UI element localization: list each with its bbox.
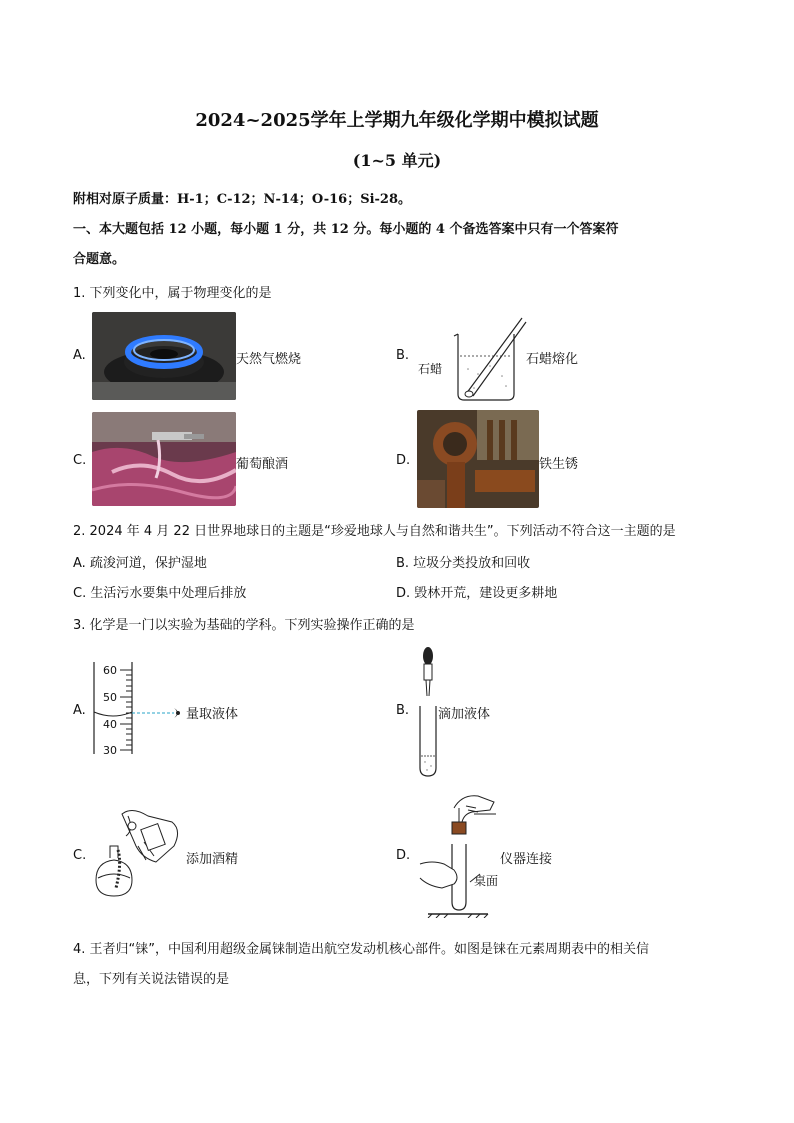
scale-label-60: 60 bbox=[103, 664, 117, 677]
section-instructions-2: 合题意。 bbox=[73, 252, 126, 267]
q2-stem: 2. 2024 年 4 月 22 日世界地球日的主题是“珍爱地球人与自然和谐共生”。下列活动不符合这一主题的是 bbox=[73, 524, 676, 539]
q3-option-d-label: 仪器连接 bbox=[500, 852, 553, 867]
exam-subtitle: (1~5 单元) bbox=[352, 151, 442, 170]
q3-option-b-letter: B. bbox=[396, 703, 410, 718]
q1-option-d-label: 铁生锈 bbox=[539, 457, 579, 472]
q2-option-c: C. 生活污水要集中处理后排放 bbox=[73, 586, 247, 601]
q1-option-a-label: 天然气燃烧 bbox=[236, 352, 302, 367]
q3-option-a-label: 量取液体 bbox=[186, 707, 239, 722]
q1-option-c-label: 葡萄酿酒 bbox=[236, 457, 289, 472]
wax-inner-label: 石蜡 bbox=[418, 362, 443, 376]
rusty-iron-image bbox=[417, 410, 539, 508]
q3-option-c-letter: C. bbox=[73, 848, 87, 863]
desk-surface-label: 桌面 bbox=[474, 874, 499, 888]
q3-option-d-letter: D. bbox=[396, 848, 411, 863]
gas-flame-image bbox=[92, 312, 236, 400]
wax-melting-diagram bbox=[418, 314, 528, 404]
q1-stem: 1. 下列变化中，属于物理变化的是 bbox=[73, 286, 272, 301]
q3-option-a-letter: A. bbox=[73, 703, 86, 718]
q3-option-b-label: 滴加液体 bbox=[438, 707, 491, 722]
wine-fermentation-image bbox=[92, 412, 236, 506]
scale-label-30: 30 bbox=[103, 744, 117, 757]
q1-option-d-letter: D. bbox=[396, 453, 411, 468]
q2-option-b: B. 垃圾分类投放和回收 bbox=[396, 556, 531, 571]
alcohol-lamp-diagram bbox=[92, 806, 184, 902]
q1-option-c-letter: C. bbox=[73, 453, 87, 468]
q1-option-b-letter: B. bbox=[396, 348, 410, 363]
atomic-mass-note: 附相对原子质量：H-1；C-12；N-14；O-16；Si-28。 bbox=[73, 192, 412, 207]
q3-option-c-label: 添加酒精 bbox=[186, 852, 239, 867]
q3-stem: 3. 化学是一门以实验为基础的学科。下列实验操作正确的是 bbox=[73, 618, 415, 633]
section-instructions-1: 一、本大题包括 12 小题，每小题 1 分，共 12 分。每小题的 4 个备选答案中只有一个答案符 bbox=[73, 222, 619, 237]
scale-label-40: 40 bbox=[103, 718, 117, 731]
scale-label-50: 50 bbox=[103, 691, 117, 704]
q4-stem-line2: 息，下列有关说法错误的是 bbox=[73, 972, 230, 987]
exam-title: 2024~2025学年上学期九年级化学期中模拟试题 bbox=[195, 110, 599, 131]
q1-option-b-label: 石蜡熔化 bbox=[526, 352, 579, 367]
stopper-connection-diagram bbox=[414, 790, 504, 918]
q1-option-a-letter: A. bbox=[73, 348, 86, 363]
q2-option-d: D. 毁林开荒，建设更多耕地 bbox=[396, 586, 558, 601]
q2-option-a: A. 疏浚河道，保护湿地 bbox=[73, 556, 207, 571]
q4-stem-line1: 4. 王者归“铼”，中国利用超级金属铼制造出航空发动机核心部件。如图是铼在元素周期表中的相关信 bbox=[73, 942, 650, 957]
